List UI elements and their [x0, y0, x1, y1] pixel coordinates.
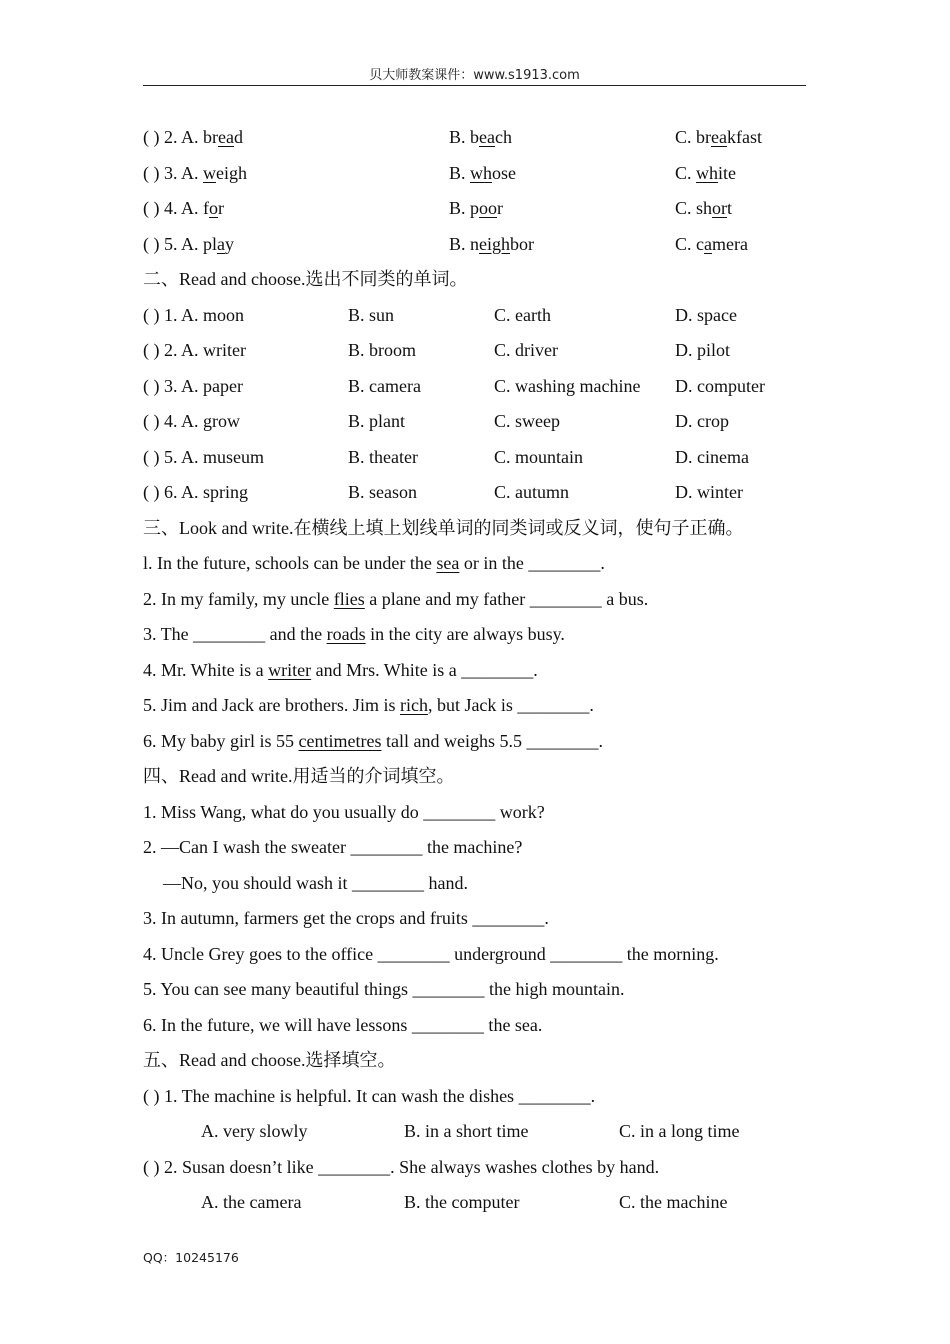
- option-b: B. broom: [348, 340, 417, 360]
- option-a: ( ) 5. A. play: [143, 233, 234, 254]
- option-b: B. neighbor: [449, 233, 535, 254]
- question-row: [143, 440, 806, 476]
- option-d: D. crop: [675, 411, 729, 431]
- option-c: C. breakfast: [675, 127, 762, 147]
- section-title: 四、Read and write.用适当的介词填空。: [143, 766, 455, 786]
- option-a: ( ) 3. A. weigh: [143, 162, 247, 183]
- option-a: ( ) 6. A. spring: [143, 482, 248, 502]
- option-a: ( ) 4. A. for: [143, 198, 224, 218]
- option-a: ( ) 5. A. museum: [143, 446, 264, 467]
- options-row: [143, 1114, 806, 1150]
- sentence: 3. The ________ and the roads in the city are always busy.: [143, 624, 565, 644]
- option-c: C. mountain: [494, 446, 583, 467]
- option-b: B. the computer: [404, 1192, 520, 1212]
- sentence: 5. You can see many beautiful things ________ the high mountain.: [143, 979, 625, 999]
- sentence: —No, you should wash it ________ hand.: [163, 872, 468, 893]
- question-row: [143, 404, 806, 440]
- question-row: [143, 227, 806, 263]
- option-c: C. autumn: [494, 482, 569, 502]
- question: ( ) 2. Susan doesn’t like ________. She always washes clothes by hand.: [143, 1156, 660, 1177]
- sentence: 4. Mr. White is a writer and Mrs. White is a ________.: [143, 659, 538, 680]
- sentence: l. In the future, schools can be under the sea or in the ________.: [143, 553, 605, 573]
- options-row: [143, 1185, 806, 1221]
- option-c: C. washing machine: [494, 375, 641, 396]
- option-d: D. pilot: [675, 340, 731, 360]
- option-c: C. driver: [494, 340, 558, 360]
- sentence: 2. —Can I wash the sweater ________ the machine?: [143, 837, 523, 857]
- question-row: [143, 333, 806, 369]
- question-row: [143, 369, 806, 405]
- header-divider: [143, 85, 806, 86]
- sentence: 6. My baby girl is 55 centimetres tall and weighs 5.5 ________.: [143, 730, 603, 751]
- section-title: 五、Read and choose.选择填空。: [143, 1050, 396, 1070]
- option-b: B. whose: [449, 162, 517, 183]
- question-row: [143, 475, 806, 511]
- sentence: 3. In autumn, farmers get the crops and fruits ________.: [143, 908, 549, 928]
- option-d: D. computer: [675, 375, 765, 396]
- section-title: 三、Look and write.在横线上填上划线单词的同类词或反义词，使句子正确。: [143, 517, 744, 538]
- option-c: C. sweep: [494, 411, 560, 431]
- option-b: B. camera: [348, 375, 421, 396]
- page-footer: QQ：10245176: [143, 1250, 239, 1265]
- question: ( ) 1. The machine is helpful. It can wash the dishes ________.: [143, 1085, 596, 1106]
- option-c: C. short: [675, 198, 733, 218]
- option-b: B. sun: [348, 304, 395, 325]
- option-b: B. poor: [449, 198, 504, 218]
- option-a: A. very slowly: [201, 1121, 308, 1141]
- option-c: C. camera: [675, 233, 748, 254]
- option-c: C. white: [675, 162, 737, 183]
- option-a: A. the camera: [201, 1192, 302, 1212]
- option-c: C. earth: [494, 304, 551, 325]
- sentence: 4. Uncle Grey goes to the office ________ underground ________ the morning.: [143, 943, 719, 964]
- page-header: 贝大师教案课件：www.s1913.com: [369, 68, 580, 83]
- option-a: ( ) 2. A. bread: [143, 127, 243, 147]
- option-d: D. space: [675, 304, 737, 325]
- option-a: ( ) 3. A. paper: [143, 375, 243, 396]
- option-d: D. cinema: [675, 446, 749, 467]
- option-a: ( ) 2. A. writer: [143, 340, 246, 360]
- question-row: [143, 191, 806, 227]
- question-row: [143, 156, 806, 192]
- option-c: C. the machine: [619, 1192, 728, 1212]
- option-b: B. season: [348, 482, 417, 502]
- sentence: 1. Miss Wang, what do you usually do ________ work?: [143, 801, 545, 822]
- question-row: [143, 298, 806, 334]
- option-a: ( ) 1. A. moon: [143, 304, 244, 325]
- option-c: C. in a long time: [619, 1121, 740, 1141]
- option-b: B. plant: [348, 411, 405, 431]
- option-b: B. beach: [449, 127, 512, 147]
- sentence: 5. Jim and Jack are brothers. Jim is rich, but Jack is ________.: [143, 695, 594, 715]
- option-d: D. winter: [675, 482, 743, 502]
- sentence: 6. In the future, we will have lessons ________ the sea.: [143, 1014, 543, 1035]
- option-a: ( ) 4. A. grow: [143, 411, 240, 431]
- sentence: 2. In my family, my uncle flies a plane and my father ________ a bus.: [143, 588, 649, 609]
- worksheet-content: [143, 120, 806, 1221]
- option-b: B. in a short time: [404, 1121, 529, 1141]
- question-row: [143, 120, 806, 156]
- section-title: 二、Read and choose.选出不同类的单词。: [143, 269, 468, 289]
- option-b: B. theater: [348, 446, 418, 467]
